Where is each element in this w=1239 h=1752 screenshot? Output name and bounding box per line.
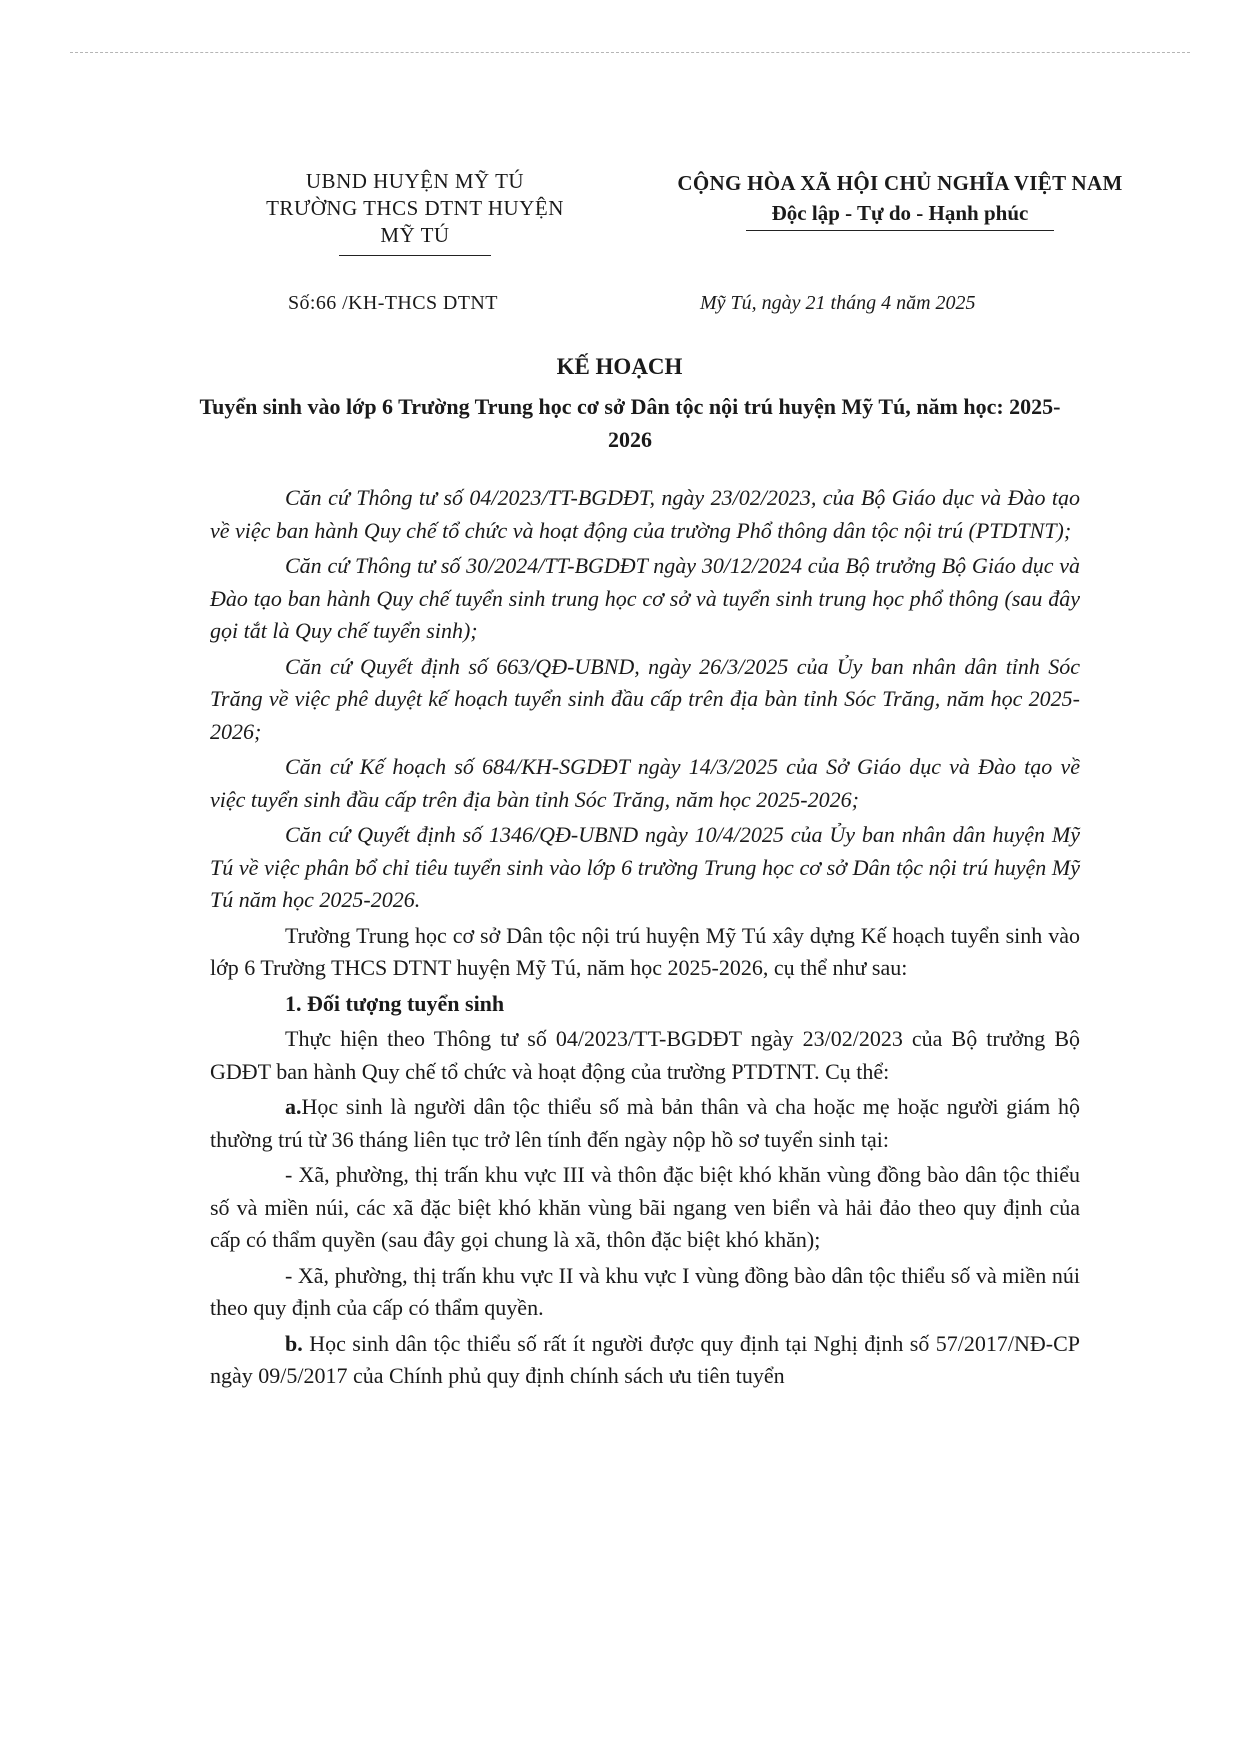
authority-line-2: TRƯỜNG THCS DTNT HUYỆN (266, 196, 564, 220)
nation-name: CỘNG HÒA XÃ HỘI CHỦ NGHĨA VIỆT NAM (677, 171, 1123, 195)
document-body (210, 482, 1080, 1396)
national-heading (620, 168, 1180, 231)
legal-basis-5: Căn cứ Quyết định số 1346/QĐ-UBND ngày 10/4/2025 của Ủy ban nhân dân huyện Mỹ Tú về việc phân bổ chỉ tiêu tuyển sinh vào lớp 6 trường Trung học cơ sở Dân tộc nội trú huyện Mỹ Tú năm học 2025-2026. (210, 822, 1080, 912)
legal-basis-2: Căn cứ Thông tư số 30/2024/TT-BGDĐT ngày 30/12/2024 của Bộ trưởng Bộ Giáo dục và Đào tạo ban hành Quy chế tuyển sinh trung học cơ sở và tuyển sinh trung học phổ thông (sau đây gọi tắt là Quy chế tuyển sinh); (210, 553, 1080, 643)
document-number: Số:66 /KH-THCS DTNT (288, 292, 498, 314)
item-a-label: a. (285, 1094, 302, 1119)
item-b-label: b. (285, 1330, 303, 1356)
item-a-bullet-2: - Xã, phường, thị trấn khu vực II và khu vực I vùng đồng bào dân tộc thiểu số và miền núi theo quy định của cấp có thẩm quyền. (210, 1262, 1080, 1320)
document-subtitle: Tuyển sinh vào lớp 6 Trường Trung học cơ sở Dân tộc nội trú huyện Mỹ Tú, năm học: 2025-2026 (199, 394, 1061, 452)
legal-basis-4: Căn cứ Kế hoạch số 684/KH-SGDĐT ngày 14/3/2025 của Sở Giáo dục và Đào tạo về việc tuyển sinh đầu cấp trên địa bàn tỉnh Sóc Trăng, năm học 2025-2026; (210, 754, 1080, 812)
legal-basis-3: Căn cứ Quyết định số 663/QĐ-UBND, ngày 26/3/2025 của Ủy ban nhân dân tỉnh Sóc Trăng về việc phê duyệt kế hoạch tuyển sinh đầu cấp trên địa bàn tỉnh Sóc Trăng, năm học 2025-2026; (210, 653, 1080, 744)
authority-line-3: MỸ TÚ (380, 223, 450, 247)
section-1-heading: 1. Đối tượng tuyển sinh (285, 990, 505, 1016)
issuing-authority (190, 168, 640, 256)
item-a-bullet-1: - Xã, phường, thị trấn khu vực III và thôn đặc biệt khó khăn vùng đồng bào dân tộc thiểu số và miền núi, các xã đặc biệt khó khăn vùng bãi ngang ven biển và hải đảo theo quy định của cấp có thẩm quyền (sau đây gọi chung là xã, thôn đặc biệt khó khăn); (210, 1162, 1080, 1252)
document-title: KẾ HOẠCH (556, 354, 683, 379)
intro-paragraph: Trường Trung học cơ sở Dân tộc nội trú huyện Mỹ Tú xây dựng Kế hoạch tuyển sinh vào lớp 6 Trường THCS DTNT huyện Mỹ Tú, năm học 2025-2026, cụ thể như sau: (210, 922, 1080, 980)
legal-basis-1: Căn cứ Thông tư số 04/2023/TT-BGDĐT, ngày 23/02/2023, của Bộ Giáo dục và Đào tạo về việc ban hành Quy chế tổ chức và hoạt động của trường Phổ thông dân tộc nội trú (PTDTNT); (210, 485, 1080, 543)
item-b-text: Học sinh dân tộc thiểu số rất ít người được quy định tại Nghị định số 57/2017/NĐ-CP ngày 09/5/2017 của Chính phủ quy định chính sách ưu tiên tuyển (210, 1330, 1081, 1388)
authority-line-1: UBND HUYỆN MỸ TÚ (305, 169, 525, 193)
item-b (210, 1328, 1080, 1393)
section-1-lead: Thực hiện theo Thông tư số 04/2023/TT-BGDĐT ngày 23/02/2023 của Bộ trưởng Bộ GDĐT ban hành Quy chế tổ chức và hoạt động của trường PTDTNT. Cụ thể: (210, 1026, 1080, 1084)
authority-underline (339, 255, 491, 256)
place-and-date: Mỹ Tú, ngày 21 tháng 4 năm 2025 (700, 292, 976, 314)
item-a (210, 1091, 1080, 1156)
national-motto: Độc lập - Tự do - Hạnh phúc (771, 201, 1029, 225)
item-a-text: Học sinh là người dân tộc thiểu số mà bản thân và cha hoặc mẹ hoặc người giám hộ thường trú từ 36 tháng liên tục trở lên tính đến ngày nộp hồ sơ tuyển sinh tại: (210, 1094, 1080, 1152)
scan-edge-line (70, 52, 1190, 53)
motto-underline (746, 230, 1054, 231)
